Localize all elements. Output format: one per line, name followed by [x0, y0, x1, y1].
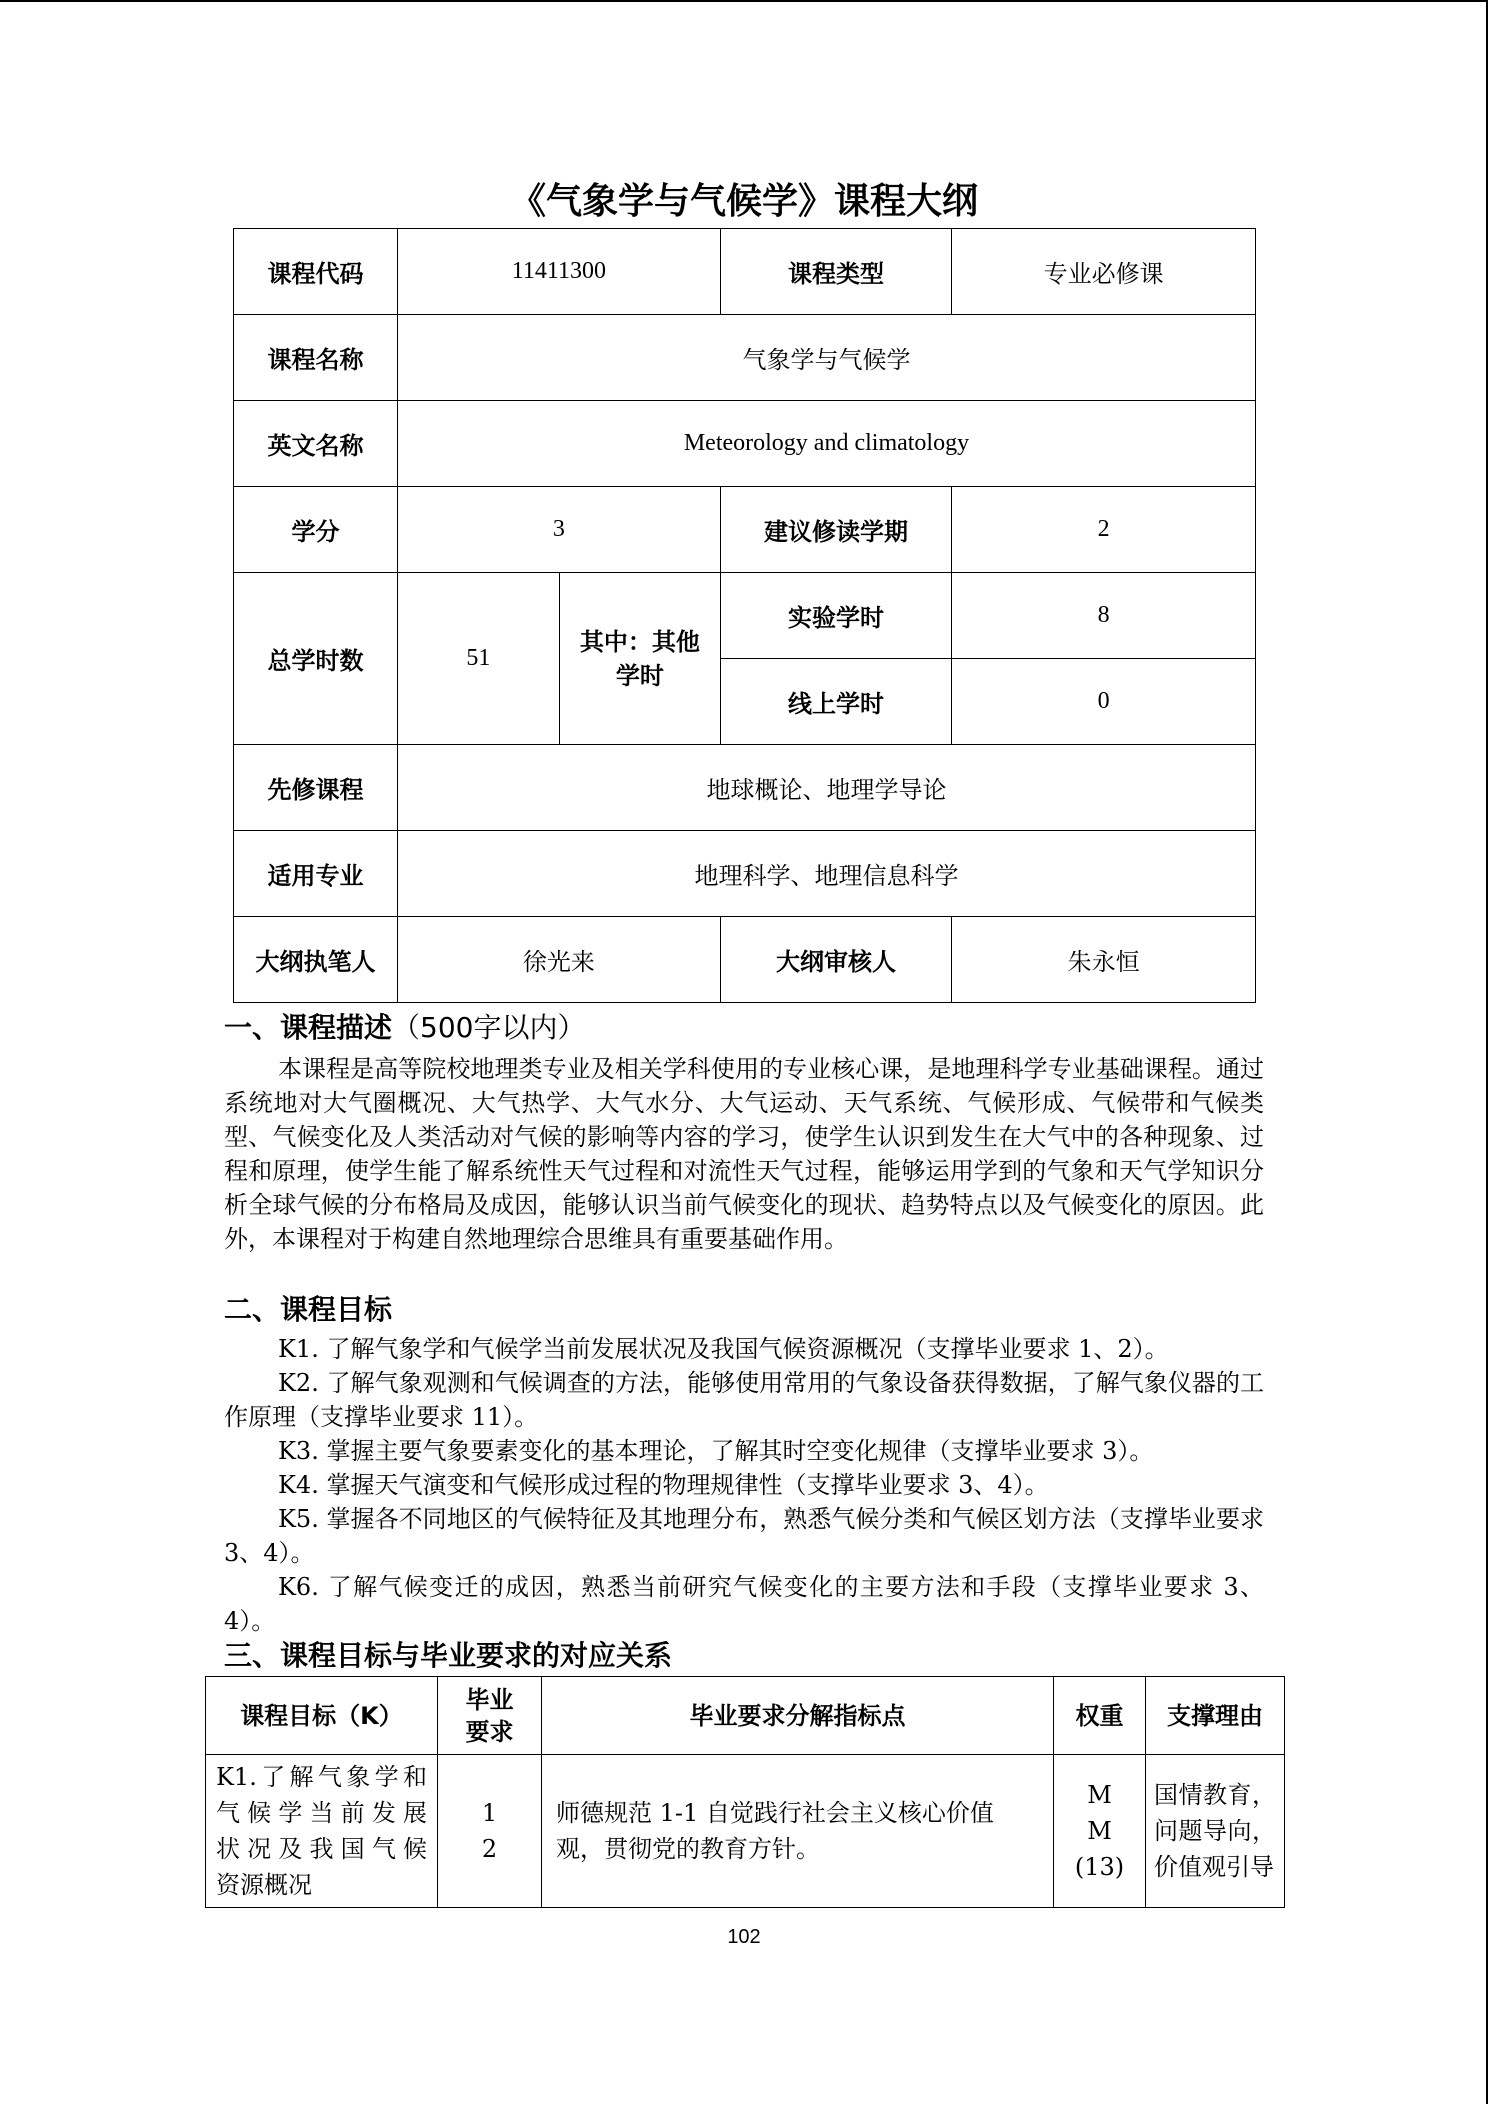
- weight-line: (13): [1074, 1853, 1125, 1881]
- reviewer-value: 朱永恒: [952, 917, 1256, 1003]
- table-row: [234, 401, 1256, 487]
- goal-cell-line: 气候学当前发展: [216, 1799, 427, 1827]
- author-value: 徐光来: [397, 917, 720, 1003]
- course-goals-list: [224, 1332, 1264, 1638]
- goal-requirement-table: [205, 1676, 1285, 1908]
- header-reason: 支撑理由: [1146, 1677, 1285, 1755]
- indicator-cell: 师德规范 1-1 自觉践行社会主义核心价值观，贯彻党的教育方针。: [542, 1755, 1054, 1908]
- goal-item: K3. 掌握主要气象要素变化的基本理论，了解其时空变化规律（支撑毕业要求 3）。: [278, 1437, 1154, 1465]
- header-goal: 课程目标（K）: [206, 1677, 438, 1755]
- course-name-label: 课程名称: [234, 315, 398, 401]
- goal-item: K6. 了解气候变迁的成因，熟悉当前研究气候变化的主要方法和手段（支撑毕业要求 3、4）。: [224, 1573, 1264, 1635]
- section2-heading: 二、课程目标: [224, 1293, 393, 1326]
- requirement-line: 1: [481, 1799, 498, 1827]
- goal-item: K4. 掌握天气演变和气候形成过程的物理规律性（支撑毕业要求 3、4）。: [278, 1471, 1049, 1499]
- table-row: [234, 917, 1256, 1003]
- table-row: [234, 831, 1256, 917]
- section1-note: （500字以内）: [392, 1011, 586, 1044]
- course-type-value: 专业必修课: [952, 229, 1256, 315]
- goal-cell-line: K1.了解气象学和: [216, 1763, 427, 1791]
- semester-value: 2: [952, 487, 1256, 573]
- section1-title: 一、课程描述: [224, 1011, 393, 1044]
- table-row: [206, 1755, 1285, 1908]
- course-code-value: 11411300: [397, 229, 720, 315]
- weight-line: M: [1087, 1817, 1112, 1845]
- major-label: 适用专业: [234, 831, 398, 917]
- table-row: [234, 745, 1256, 831]
- author-label: 大纲执笔人: [234, 917, 398, 1003]
- online-hours-label: 线上学时: [720, 659, 951, 745]
- course-name-value: 气象学与气候学: [397, 315, 1255, 401]
- section3-heading: 三、课程目标与毕业要求的对应关系: [224, 1639, 673, 1672]
- course-description-text: 本课程是高等院校地理类专业及相关学科使用的专业核心课，是地理科学专业基础课程。通过系统地对大气圈概况、大气热学、大气水分、大气运动、天气系统、气候形成、气候带和气候类型、气候变化及人类活动对气候的影响等内容的学习，使学生认识到发生在大气中的各种现象、过程和原理，使学生能了解系统性天气过程和对流性天气过程，能够运用学到的气象和天气学知识分析全球气候的分布格局及成因，能够认识当前气候变化的现状、趋势特点以及气候变化的原因。此外，本课程对于构建自然地理综合思维具有重要基础作用。: [224, 1055, 1264, 1253]
- weight-line: M: [1087, 1781, 1112, 1809]
- page-number: 102: [727, 1926, 761, 1948]
- table-row: [234, 315, 1256, 401]
- page-top-border: [0, 0, 1488, 2]
- goal-cell-line: 状况及我国气候: [216, 1835, 427, 1863]
- reason-cell: 国情教育，问题导向，价值观引导: [1146, 1755, 1285, 1908]
- goal-item: K2. 了解气象观测和气候调查的方法，能够使用常用的气象设备获得数据，了解气象仪器的工作原理（支撑毕业要求 11）。: [224, 1369, 1264, 1431]
- major-value: 地理科学、地理信息科学: [397, 831, 1255, 917]
- course-code-label: 课程代码: [234, 229, 398, 315]
- goal-item: K5. 掌握各不同地区的气候特征及其地理分布，熟悉气候分类和气候区划方法（支撑毕业要求 3、4）。: [224, 1505, 1264, 1567]
- table-row: [234, 487, 1256, 573]
- course-info-table: [233, 228, 1256, 1003]
- semester-label: 建议修读学期: [720, 487, 951, 573]
- total-hours-label: 总学时数: [234, 573, 398, 745]
- header-weight: 权重: [1054, 1677, 1146, 1755]
- goal-item: K1. 了解气象学和气候学当前发展状况及我国气候资源概况（支撑毕业要求 1、2）。: [278, 1335, 1169, 1363]
- section1-heading: [224, 1008, 585, 1048]
- english-name-label: 英文名称: [234, 401, 398, 487]
- reviewer-label: 大纲审核人: [720, 917, 951, 1003]
- weight-cell: [1054, 1755, 1146, 1908]
- header-requirement: [438, 1677, 542, 1755]
- table-row: [234, 573, 1256, 659]
- other-hours-label: 其中：其他学时: [559, 573, 720, 745]
- requirement-cell: [438, 1755, 542, 1908]
- table-header-row: [206, 1677, 1285, 1755]
- lab-hours-label: 实验学时: [720, 573, 951, 659]
- requirement-line: 2: [481, 1835, 498, 1863]
- english-name-value: Meteorology and climatology: [397, 401, 1255, 487]
- goal-cell-line: 资源概况: [216, 1871, 312, 1899]
- header-requirement-line: 要求: [465, 1717, 514, 1746]
- course-description: [224, 1052, 1264, 1256]
- table-row: [234, 229, 1256, 315]
- header-indicator: 毕业要求分解指标点: [542, 1677, 1054, 1755]
- online-hours-value: 0: [952, 659, 1256, 745]
- course-type-label: 课程类型: [720, 229, 951, 315]
- header-requirement-line: 毕业: [465, 1685, 514, 1714]
- lab-hours-value: 8: [952, 573, 1256, 659]
- credit-value: 3: [397, 487, 720, 573]
- total-hours-value: 51: [397, 573, 559, 745]
- credit-label: 学分: [234, 487, 398, 573]
- goal-cell: [206, 1755, 438, 1908]
- prerequisite-label: 先修课程: [234, 745, 398, 831]
- document-title: 《气象学与气候学》课程大纲: [509, 181, 978, 222]
- prerequisite-value: 地球概论、地理学导论: [397, 745, 1255, 831]
